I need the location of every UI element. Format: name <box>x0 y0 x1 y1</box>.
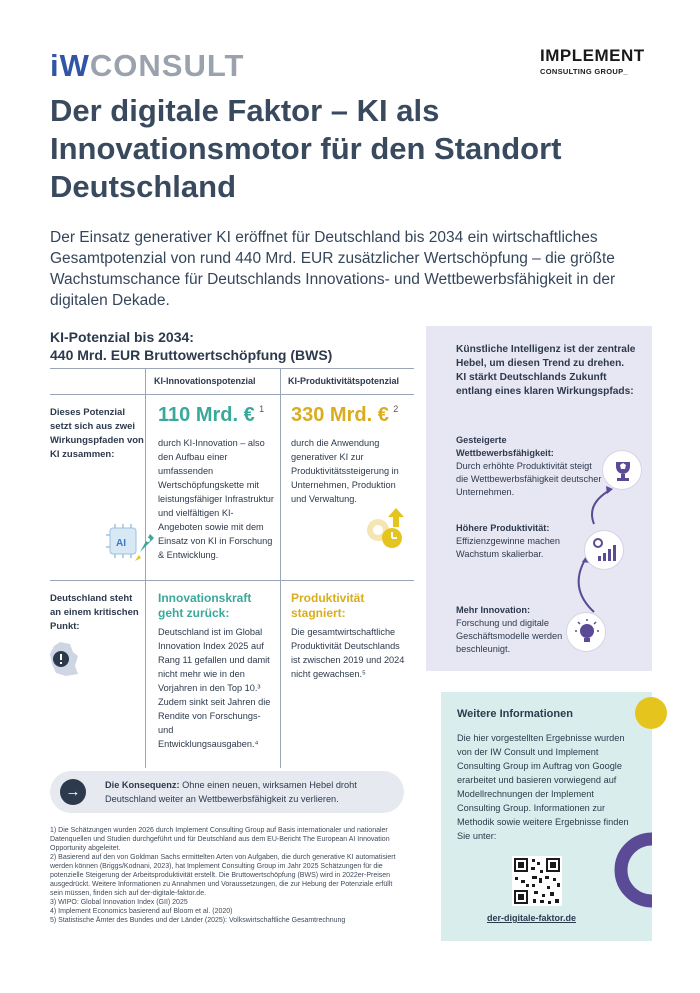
divider <box>50 368 414 369</box>
footnote-ref: 2 <box>393 404 399 414</box>
pathway-step-competitiveness <box>456 434 606 499</box>
footnote: 4) Implement Economics basierend auf Bloom et al. (2020) <box>50 908 233 915</box>
pathway-step-productivity <box>456 522 586 561</box>
decorative-yellow-dot <box>635 697 667 729</box>
intro-text: Der Einsatz generativer KI eröffnet für Deutschland bis 2034 ein wirtschaftliches Gesamtpotenzial von rund 440 Mrd. EUR zusätzlicher Wertschöpfung – die größte Wachstumschance für Deutschlands Innovations- und Wettbewerbsfähigkeit in der digitalen Dekade. <box>50 229 616 309</box>
step-title: Gesteigerte Wettbewerbsfähigkeit: <box>456 435 554 458</box>
step-text: Effizienzgewinne machen Wachstum skalierbar. <box>456 536 561 559</box>
productivity-sub-text: Die gesamtwirtschaftliche Produktivität Deutschlands ist zwischen 2019 und 2024 nicht gewachsen.⁵ <box>291 627 405 679</box>
consequence-label: Die Konsequenz: <box>105 780 180 790</box>
implement-logo <box>540 46 645 76</box>
pathway-heading: Künstliche Intelligenz ist der zentrale Hebel, um diesen Trend zu drehen. KI stärkt Deutschlands Zukunft entlang eines klaren Wirkungspfads: <box>456 344 636 397</box>
kpi-heading <box>50 328 332 364</box>
step-title: Mehr Innovation: <box>456 605 531 615</box>
trophy-icon <box>602 450 642 490</box>
iw-consult-logo <box>50 48 244 84</box>
step-text: Forschung und digitale Geschäftsmodelle werden beschleunigt. <box>456 618 563 654</box>
qr-code[interactable] <box>512 856 562 906</box>
col-header-innovation: KI-Innovationspotenzial <box>154 376 256 386</box>
arrow-right-icon: → <box>60 779 86 805</box>
step-text: Durch erhöhte Produktivität steigt die Wettbewerbsfähigkeit deutscher Unternehmen. <box>456 461 602 497</box>
gear-clock-icon <box>362 508 412 550</box>
growth-chart-icon <box>584 530 624 570</box>
innovation-value-number: 110 Mrd. € <box>158 404 255 426</box>
productivity-sub-heading: Produktivität stagniert: <box>291 591 365 620</box>
innovation-sub-heading: Innovationskraft geht zurück: <box>158 591 252 620</box>
ai-chip-rocket-icon <box>104 522 156 564</box>
implement-logo-name: IMPLEMENT <box>540 46 645 65</box>
footnotes <box>50 826 405 925</box>
footnote-ref: 1 <box>259 404 265 414</box>
lightbulb-icon <box>566 612 606 652</box>
consequence-body: Ohne einen neuen, wirksamen Hebel droht Deutschland weiter an Wettbewerbsfähigkeit zu verlieren. <box>105 780 357 804</box>
kpi-heading-line1: KI-Potenzial bis 2034: <box>50 329 194 345</box>
germany-warning-icon <box>48 640 80 678</box>
col-header-productivity: KI-Produktivitätspotenzial <box>288 376 400 386</box>
footnote: 5) Statistische Ämter des Bundes und der Länder (2025): Volkswirtschaftliche Gesamtrechnung <box>50 917 346 924</box>
ai-badge-text: AI <box>116 538 126 549</box>
innovation-text: durch KI-Innovation – also den Aufbau einer umfassenden Wertschöpfungskette mit leistungsfähiger Infrastruktur und vielfältigen KI-Angeboten sowie mit dem Einsatz von KI in Forschung & Entwicklung. <box>158 438 274 560</box>
step-title: Höhere Produktivität: <box>456 523 550 533</box>
divider <box>145 368 146 768</box>
footnote: 3) WIPO: Global Innovation Index (GII) 2025 <box>50 899 188 906</box>
productivity-value <box>291 404 398 427</box>
iw-logo-prefix: iW <box>50 48 90 83</box>
divider <box>50 580 414 581</box>
divider <box>280 368 281 768</box>
pathway-step-innovation <box>456 604 576 656</box>
consequence-text <box>105 778 395 806</box>
info-text: Die hier vorgestellten Ergebnisse wurden von der IW Consult und Implement Consulting Group im Auftrag von Google erarbeitet und basieren vorwiegend auf Modellrechnungen der Implement Consulting Group. Informationen zur Methodik sowie weitere Ergebnisse finden Sie unter: <box>457 733 629 841</box>
iw-logo-name: CONSULT <box>89 48 245 83</box>
implement-logo-sub: CONSULTING GROUP_ <box>540 67 628 76</box>
footnote: 2) Basierend auf den von Goldman Sachs ermittelten Arten von Aufgaben, die durch generative KI automatisiert werden können (Briggs/Kodnani, 2023), hat Implement Consulting Group im Jahr 2025 Schätzungen für die potenzielle Steigerung der Arbeitsproduktivität erstellt. Die Bruttowertschöpfung (BWS) wird in 2022er-Preisen ausgedrückt. Weitere Informationen zu Annahmen und Voraussetzungen, die zur Hebung der Potenziale erfüllt sein müssen, finden sich auf der-digitale-faktor.de. <box>50 854 396 897</box>
info-heading: Weitere Informationen <box>457 708 573 720</box>
productivity-text: durch die Anwendung generativer KI zur Produktivitätssteigerung in Unternehmen, Produktion und Verwaltung. <box>291 438 399 504</box>
innovation-sub-text: Deutschland ist im Global Innovation Index 2025 auf Rang 11 gefallen und damit nicht mehr wie in den Vorjahren in den Top 10.³ Zudem sinkt seit Jahren die Rendite von Forschungs- und Entwicklungsausgaben.⁴ <box>158 627 271 749</box>
divider <box>50 394 414 395</box>
row-label-pathways: Dieses Potenzial setzt sich aus zwei Wirkungspfaden von KI zusammen: <box>50 407 144 460</box>
decorative-ring <box>614 832 652 908</box>
productivity-value-number: 330 Mrd. € <box>291 404 389 426</box>
page-title: Der digitale Faktor – KI als Innovationsmotor für den Standort Deutschland <box>50 93 562 204</box>
footnote: 1) Die Schätzungen wurden 2026 durch Implement Consulting Group auf Basis internationaler und nationaler Datenquellen und Studien durchgeführt und für Deutschland aus dem EU-Bericht The European AI Innovation Opportunity abgeleitet. <box>50 827 390 852</box>
row-label-critical: Deutschland steht an einem kritischen Punkt: <box>50 593 139 632</box>
kpi-heading-line2: 440 Mrd. EUR Bruttowertschöpfung (BWS) <box>50 347 333 363</box>
website-link[interactable]: der-digitale-faktor.de <box>487 913 577 923</box>
innovation-value <box>158 404 264 427</box>
